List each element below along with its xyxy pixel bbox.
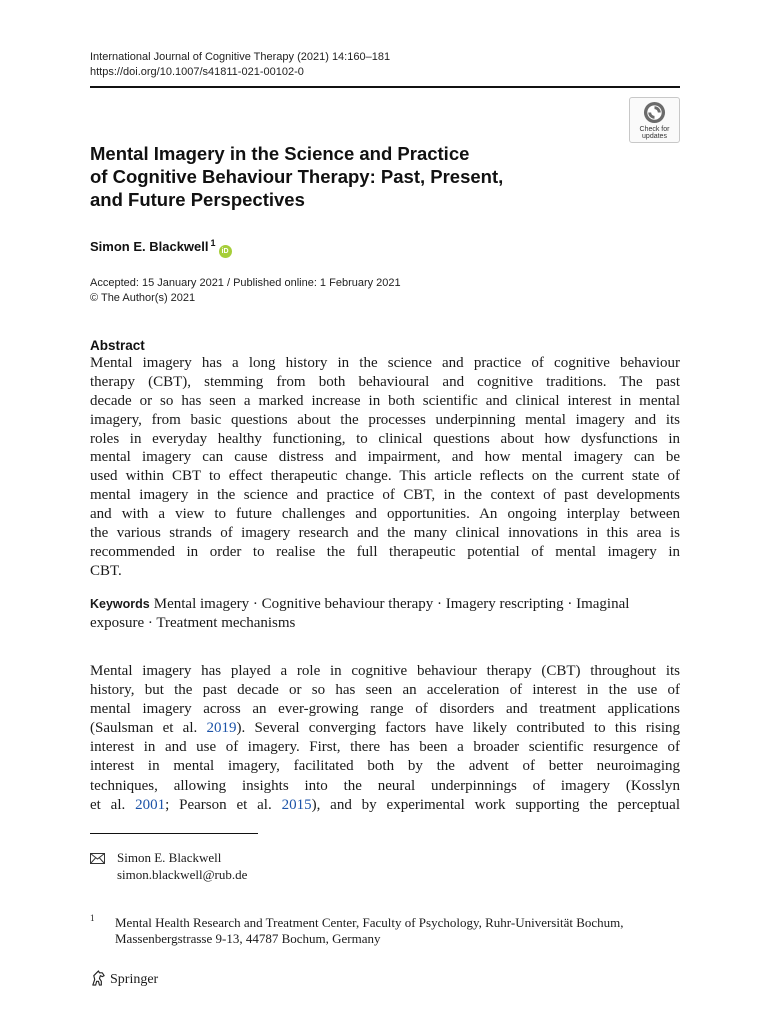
- abstract-line: decade or so has seen a marked increase in both scientific and clinical interest in mental: [90, 392, 680, 409]
- body-line: history, but the past decade or so has seen an acceleration of interest in the use of: [90, 682, 680, 699]
- affiliation-number: 1: [90, 913, 95, 923]
- keywords-label: Keywords: [90, 597, 150, 611]
- corresponding-name: Simon E. Blackwell: [117, 850, 222, 865]
- body-line: mental imagery across an ever-growing range of disorders and treatment applications: [90, 701, 680, 718]
- copyright-line: [90, 291, 401, 306]
- abstract-heading: Abstract: [90, 338, 145, 353]
- abstract-line: the various strands of imagery research and the many clinical innovations in this area is: [90, 525, 680, 542]
- check-updates-label: Check for: [639, 126, 670, 133]
- affiliation-line: Mental Health Research and Treatment Center, Faculty of Psychology, Ruhr-Universität Bochum,: [115, 915, 624, 930]
- author-name[interactable]: Simon E. Blackwell: [90, 239, 209, 254]
- body-text: ). Several converging factors have likely contributed to this rising: [236, 720, 680, 737]
- accepted-published-line: Accepted: 15 January 2021 / Published online: 1 February 2021: [90, 277, 401, 289]
- doi-link[interactable]: https://doi.org/10.1007/s41811-021-00102-0: [90, 66, 304, 78]
- keywords-line: exposure · Treatment mechanisms: [90, 614, 296, 631]
- body-text: (Saulsman et al.: [90, 720, 207, 737]
- publisher-name: Springer: [110, 972, 159, 987]
- abstract-line: recommended in order to realise the full therapeutic potential of mental imagery in: [90, 543, 680, 560]
- abstract-line: therapy (CBT), stemming from both behavioural and cognitive traditions. The past: [90, 373, 680, 390]
- corresponding-author: [117, 849, 247, 883]
- publisher-logo: [90, 970, 158, 990]
- affiliation-mark: 1: [210, 238, 216, 248]
- publication-dates: [90, 276, 401, 306]
- title-line: Mental Imagery in the Science and Practice: [90, 143, 470, 164]
- copyright-symbol: ©: [90, 292, 99, 304]
- orcid-icon[interactable]: iD: [219, 245, 232, 258]
- body-paragraph: [90, 662, 680, 815]
- title-line: of Cognitive Behaviour Therapy: Past, Present,: [90, 166, 504, 187]
- footnote-rule: [90, 833, 258, 834]
- body-line: [90, 719, 680, 738]
- check-updates-icon: [643, 101, 666, 124]
- body-text: ; Pearson et al.: [165, 796, 282, 813]
- body-line: interest in mental imagery, facilitated both by the advent of better neuroimaging: [90, 758, 680, 775]
- abstract-line: mental imagery can cause distress and impairment, and how mental imagery can be: [90, 449, 680, 466]
- abstract-line: and with a view to future challenges and opportunities. An ongoing interplay between: [90, 506, 680, 523]
- journal-citation: International Journal of Cognitive Therapy (2021) 14:160–181: [90, 51, 391, 63]
- abstract-line: Mental imagery has a long history in the science and practice of cognitive behaviour: [90, 355, 680, 371]
- body-line: [90, 796, 680, 815]
- citation-link[interactable]: 2019: [206, 720, 237, 737]
- body-line: interest in and use of imagery. First, there has been a broader scientific resurgence of: [90, 739, 680, 756]
- author-line: [90, 234, 232, 258]
- affiliation: [115, 915, 685, 947]
- body-line: techniques, allowing insights into the neural underpinnings of imagery (Kosslyn: [90, 777, 680, 794]
- envelope-icon: [90, 853, 105, 864]
- body-text: et al.: [90, 796, 136, 813]
- abstract-line: used within CBT to effect therapeutic change. This article reflects on the current state of: [90, 468, 680, 485]
- abstract-line: CBT.: [90, 562, 122, 579]
- citation-link[interactable]: 2015: [281, 796, 312, 813]
- keywords-list: Mental imagery · Cognitive behaviour therapy · Imagery rescripting · Imaginal: [153, 596, 630, 612]
- keywords-line: [90, 595, 680, 614]
- abstract-body: [90, 354, 680, 581]
- copyright-text: The Author(s) 2021: [100, 292, 196, 304]
- body-text: ), and by experimental work supporting the perceptual: [311, 796, 680, 813]
- check-for-updates-badge[interactable]: [629, 97, 680, 143]
- springer-horse-icon: [90, 970, 107, 987]
- article-title: [90, 142, 560, 211]
- abstract-line: mental imagery in the science and practice of CBT, in the context of past developments: [90, 487, 680, 504]
- abstract-line: roles in everyday healthy functioning, to clinical questions about how dysfunctions in: [90, 430, 680, 447]
- keywords-block: [90, 595, 680, 633]
- affiliation-line: Massenbergstrasse 9-13, 44787 Bochum, Germany: [115, 931, 381, 946]
- body-line: Mental imagery has played a role in cognitive behaviour therapy (CBT) throughout its: [90, 663, 680, 679]
- title-line: and Future Perspectives: [90, 189, 305, 210]
- corresponding-email[interactable]: simon.blackwell@rub.de: [117, 867, 248, 882]
- abstract-line: imagery, from basic questions about the processes underpinning mental imagery and its: [90, 411, 680, 428]
- header-rule: [90, 86, 680, 88]
- citation-link[interactable]: 2001: [135, 796, 166, 813]
- check-updates-label-2: updates: [642, 133, 667, 140]
